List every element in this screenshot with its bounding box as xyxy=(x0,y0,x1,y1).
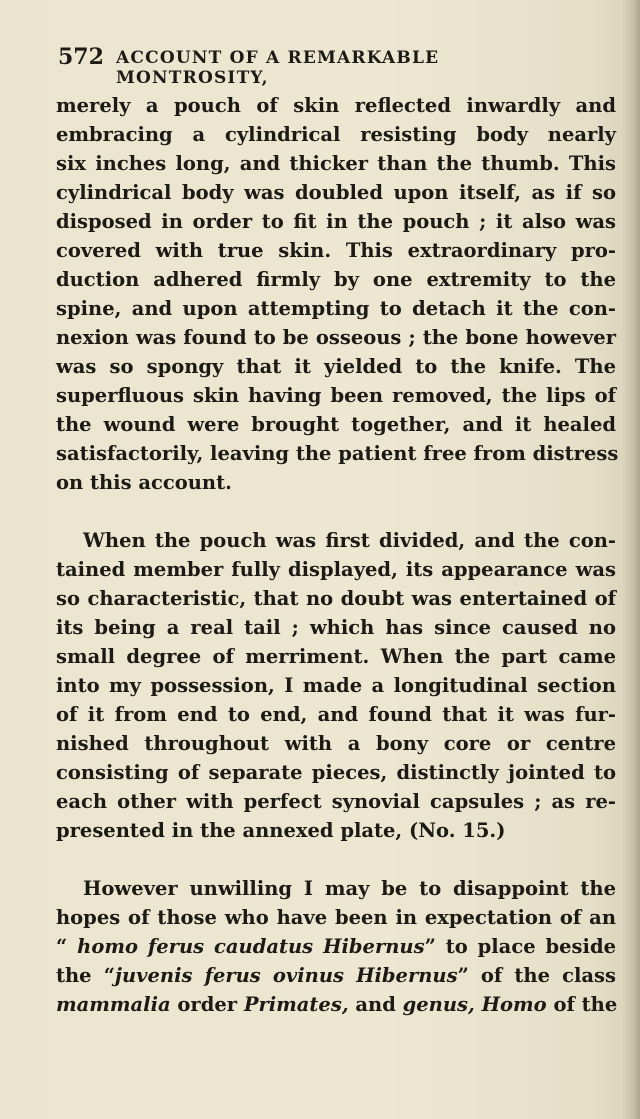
text-line xyxy=(56,961,616,990)
text-line: into my possession, I made a longitudinal section xyxy=(56,674,616,697)
text-line: tained member fully displayed, its appearance was xyxy=(56,558,616,581)
text-line: superfluous skin having been removed, the lips of xyxy=(56,384,616,407)
text-line: hopes of those who have been in expectation of an xyxy=(56,906,616,929)
text-fragment: ” to place beside xyxy=(424,935,616,958)
text-fragment: “ xyxy=(56,935,78,958)
text-line: was so spongy that it yielded to the knife. The xyxy=(56,355,616,378)
text-line: spine, and upon attempting to detach it the con- xyxy=(56,297,616,320)
text-fragment: ” of the class xyxy=(457,964,616,987)
paragraph-gap xyxy=(56,497,616,526)
page-number: 572 xyxy=(58,44,104,70)
text-line: consisting of separate pieces, distinctly jointed to xyxy=(56,761,616,784)
text-line xyxy=(56,932,616,961)
text-fragment: the “ xyxy=(56,964,115,987)
text-line: of it from end to end, and found that it was fur- xyxy=(56,703,616,726)
italic-term: genus, Homo xyxy=(402,993,547,1016)
text-line: covered with true skin. This extraordinary pro- xyxy=(56,239,616,262)
text-line: satisfactorily, leaving the patient free from distress xyxy=(56,442,619,465)
italic-latin-name: homo ferus caudatus Hibernus xyxy=(77,935,425,958)
text-line: presented in the annexed plate, (No. 15.) xyxy=(56,819,506,842)
text-line: six inches long, and thicker than the thumb. This xyxy=(56,152,616,175)
paragraph-gap xyxy=(56,845,616,874)
text-line: nished throughout with a bony core or centre xyxy=(56,732,616,755)
text-line: each other with perfect synovial capsules ; as re- xyxy=(56,790,616,813)
text-line: so characteristic, that no doubt was entertained of xyxy=(56,587,616,610)
italic-term: Primates, xyxy=(243,993,349,1016)
text-line: embracing a cylindrical resisting body nearly xyxy=(56,123,616,146)
text-line: the wound were brought together, and it healed xyxy=(56,413,616,436)
text-line: duction adhered firmly by one extremity to the xyxy=(56,268,616,291)
running-head: ACCOUNT OF A REMARKABLE MONTROSITY, xyxy=(116,48,440,88)
page-edge-shadow xyxy=(622,0,640,1119)
text-line: small degree of merriment. When the part came xyxy=(56,645,616,668)
text-fragment: of the xyxy=(546,993,618,1016)
text-line: nexion was found to be osseous ; the bone however xyxy=(56,326,616,349)
text-fragment: and xyxy=(348,993,403,1016)
italic-term: mammalia xyxy=(56,993,171,1016)
text-line: merely a pouch of skin reflected inwardly and xyxy=(56,94,616,117)
text-line: cylindrical body was doubled upon itself, as if so xyxy=(56,181,616,204)
text-fragment: order xyxy=(170,993,244,1016)
text-line: on this account. xyxy=(56,471,232,494)
text-line: its being a real tail ; which has since caused no xyxy=(56,616,616,639)
text-line: When the pouch was first divided, and the con- xyxy=(83,529,616,552)
text-line xyxy=(56,990,616,1019)
text-line: disposed in order to fit in the pouch ; it also was xyxy=(56,210,616,233)
body-text xyxy=(56,91,619,1019)
page-header xyxy=(58,44,598,88)
italic-latin-name: juvenis ferus ovinus Hibernus xyxy=(114,964,458,987)
text-line: However unwilling I may be to disappoint the xyxy=(83,877,616,900)
